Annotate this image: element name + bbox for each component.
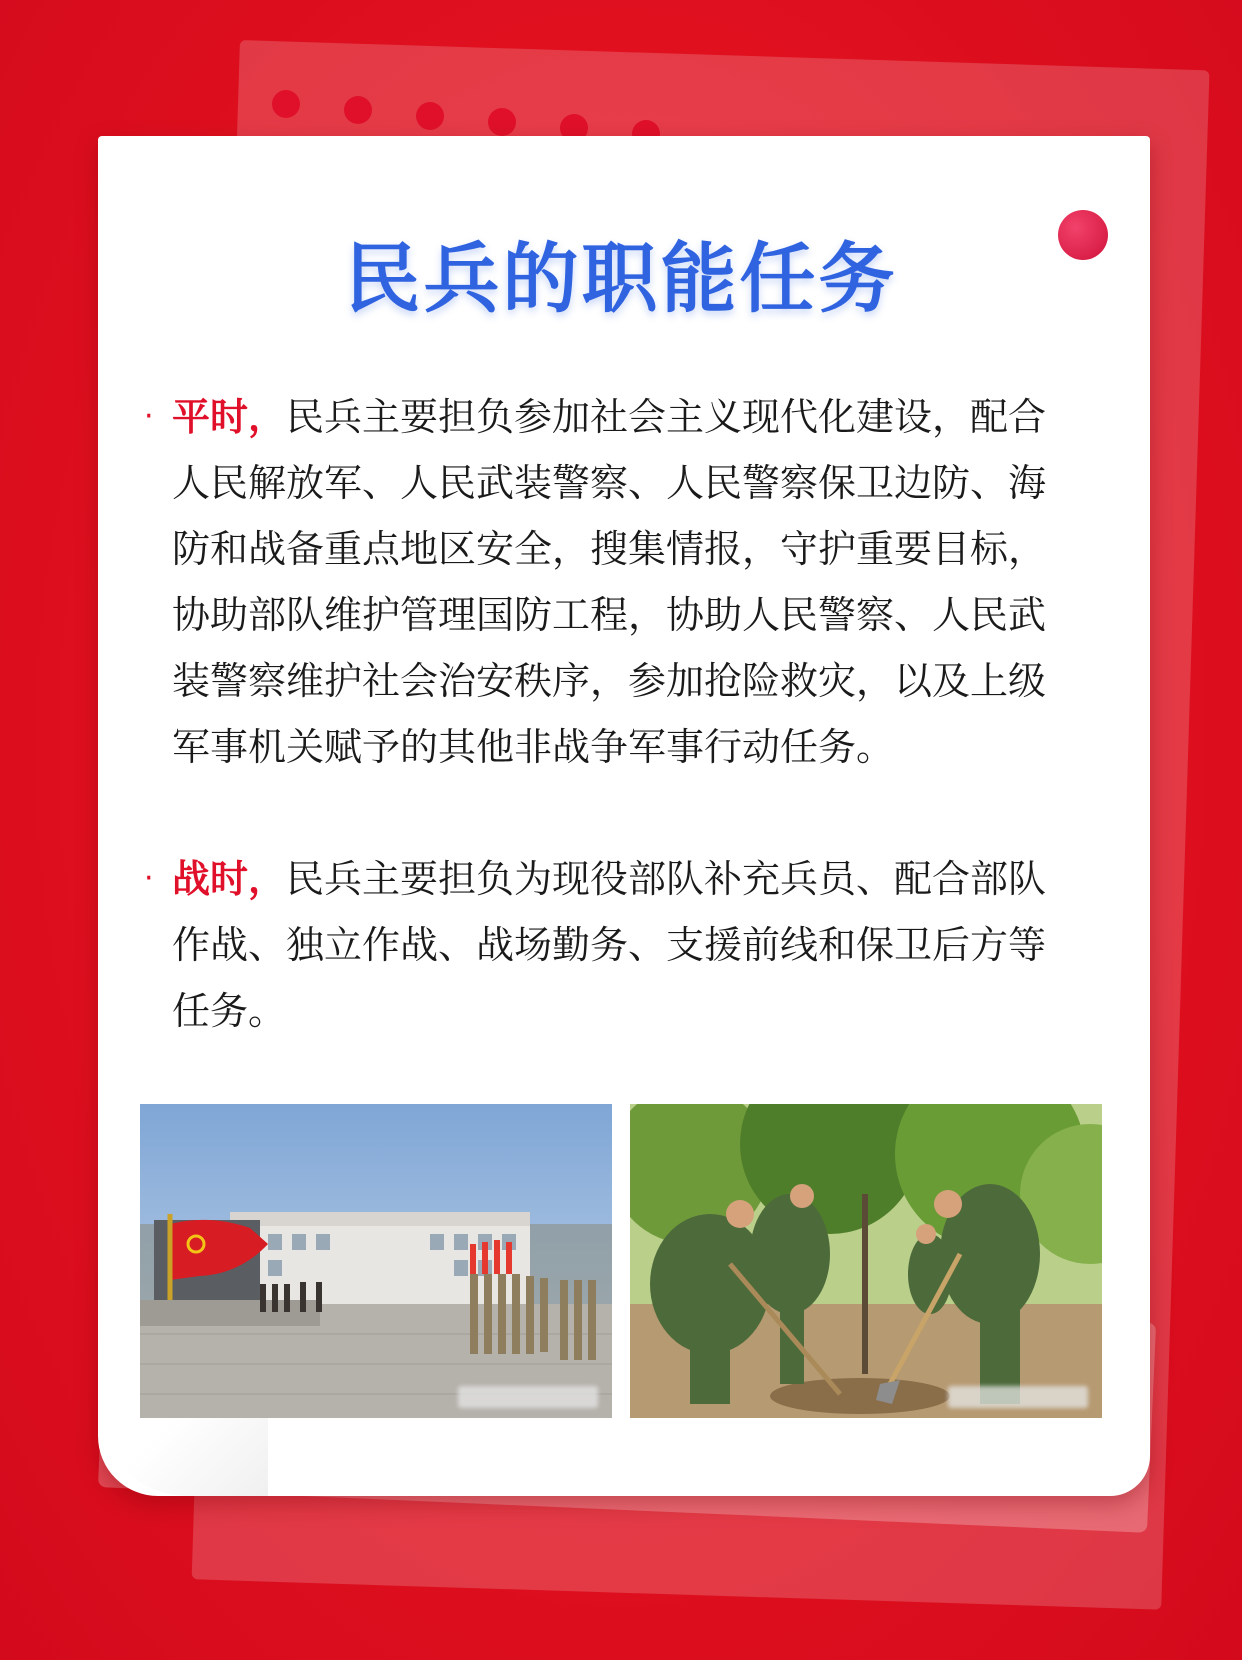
bullet-icon: · bbox=[144, 861, 154, 896]
binder-hole bbox=[272, 90, 300, 118]
militia-ceremony-photo bbox=[140, 1104, 612, 1418]
section-lead: 战时， bbox=[172, 857, 287, 901]
bullet-icon: · bbox=[144, 399, 154, 434]
section-body: 民兵主要担负参加社会主义现代化建设，配合人民解放军、人民武装警察、人民警察保卫边防、海防和战备重点地区安全，搜集情报，守护重要目标，协助部队维护管理国防工程，协助人民警察、人民武装警察维护社会治安秩序，参加抢险救灾，以及上级军事机关赋予的其他非战争军事行动任务。 bbox=[172, 395, 1047, 769]
watermark bbox=[458, 1386, 598, 1408]
watermark bbox=[948, 1386, 1088, 1408]
section-peacetime bbox=[144, 384, 1078, 780]
binder-hole bbox=[416, 102, 444, 130]
page-title: 民兵的职能任务 bbox=[344, 234, 898, 323]
binder-hole bbox=[344, 96, 372, 124]
tree-planting-photo bbox=[630, 1104, 1102, 1418]
section-body: 民兵主要担负为现役部队补充兵员、配合部队作战、独立作战、战场勤务、支援前线和保卫后方等任务。 bbox=[172, 857, 1047, 1033]
section-wartime bbox=[144, 846, 1078, 1044]
binder-hole bbox=[488, 108, 516, 136]
section-lead: 平时， bbox=[172, 395, 287, 439]
